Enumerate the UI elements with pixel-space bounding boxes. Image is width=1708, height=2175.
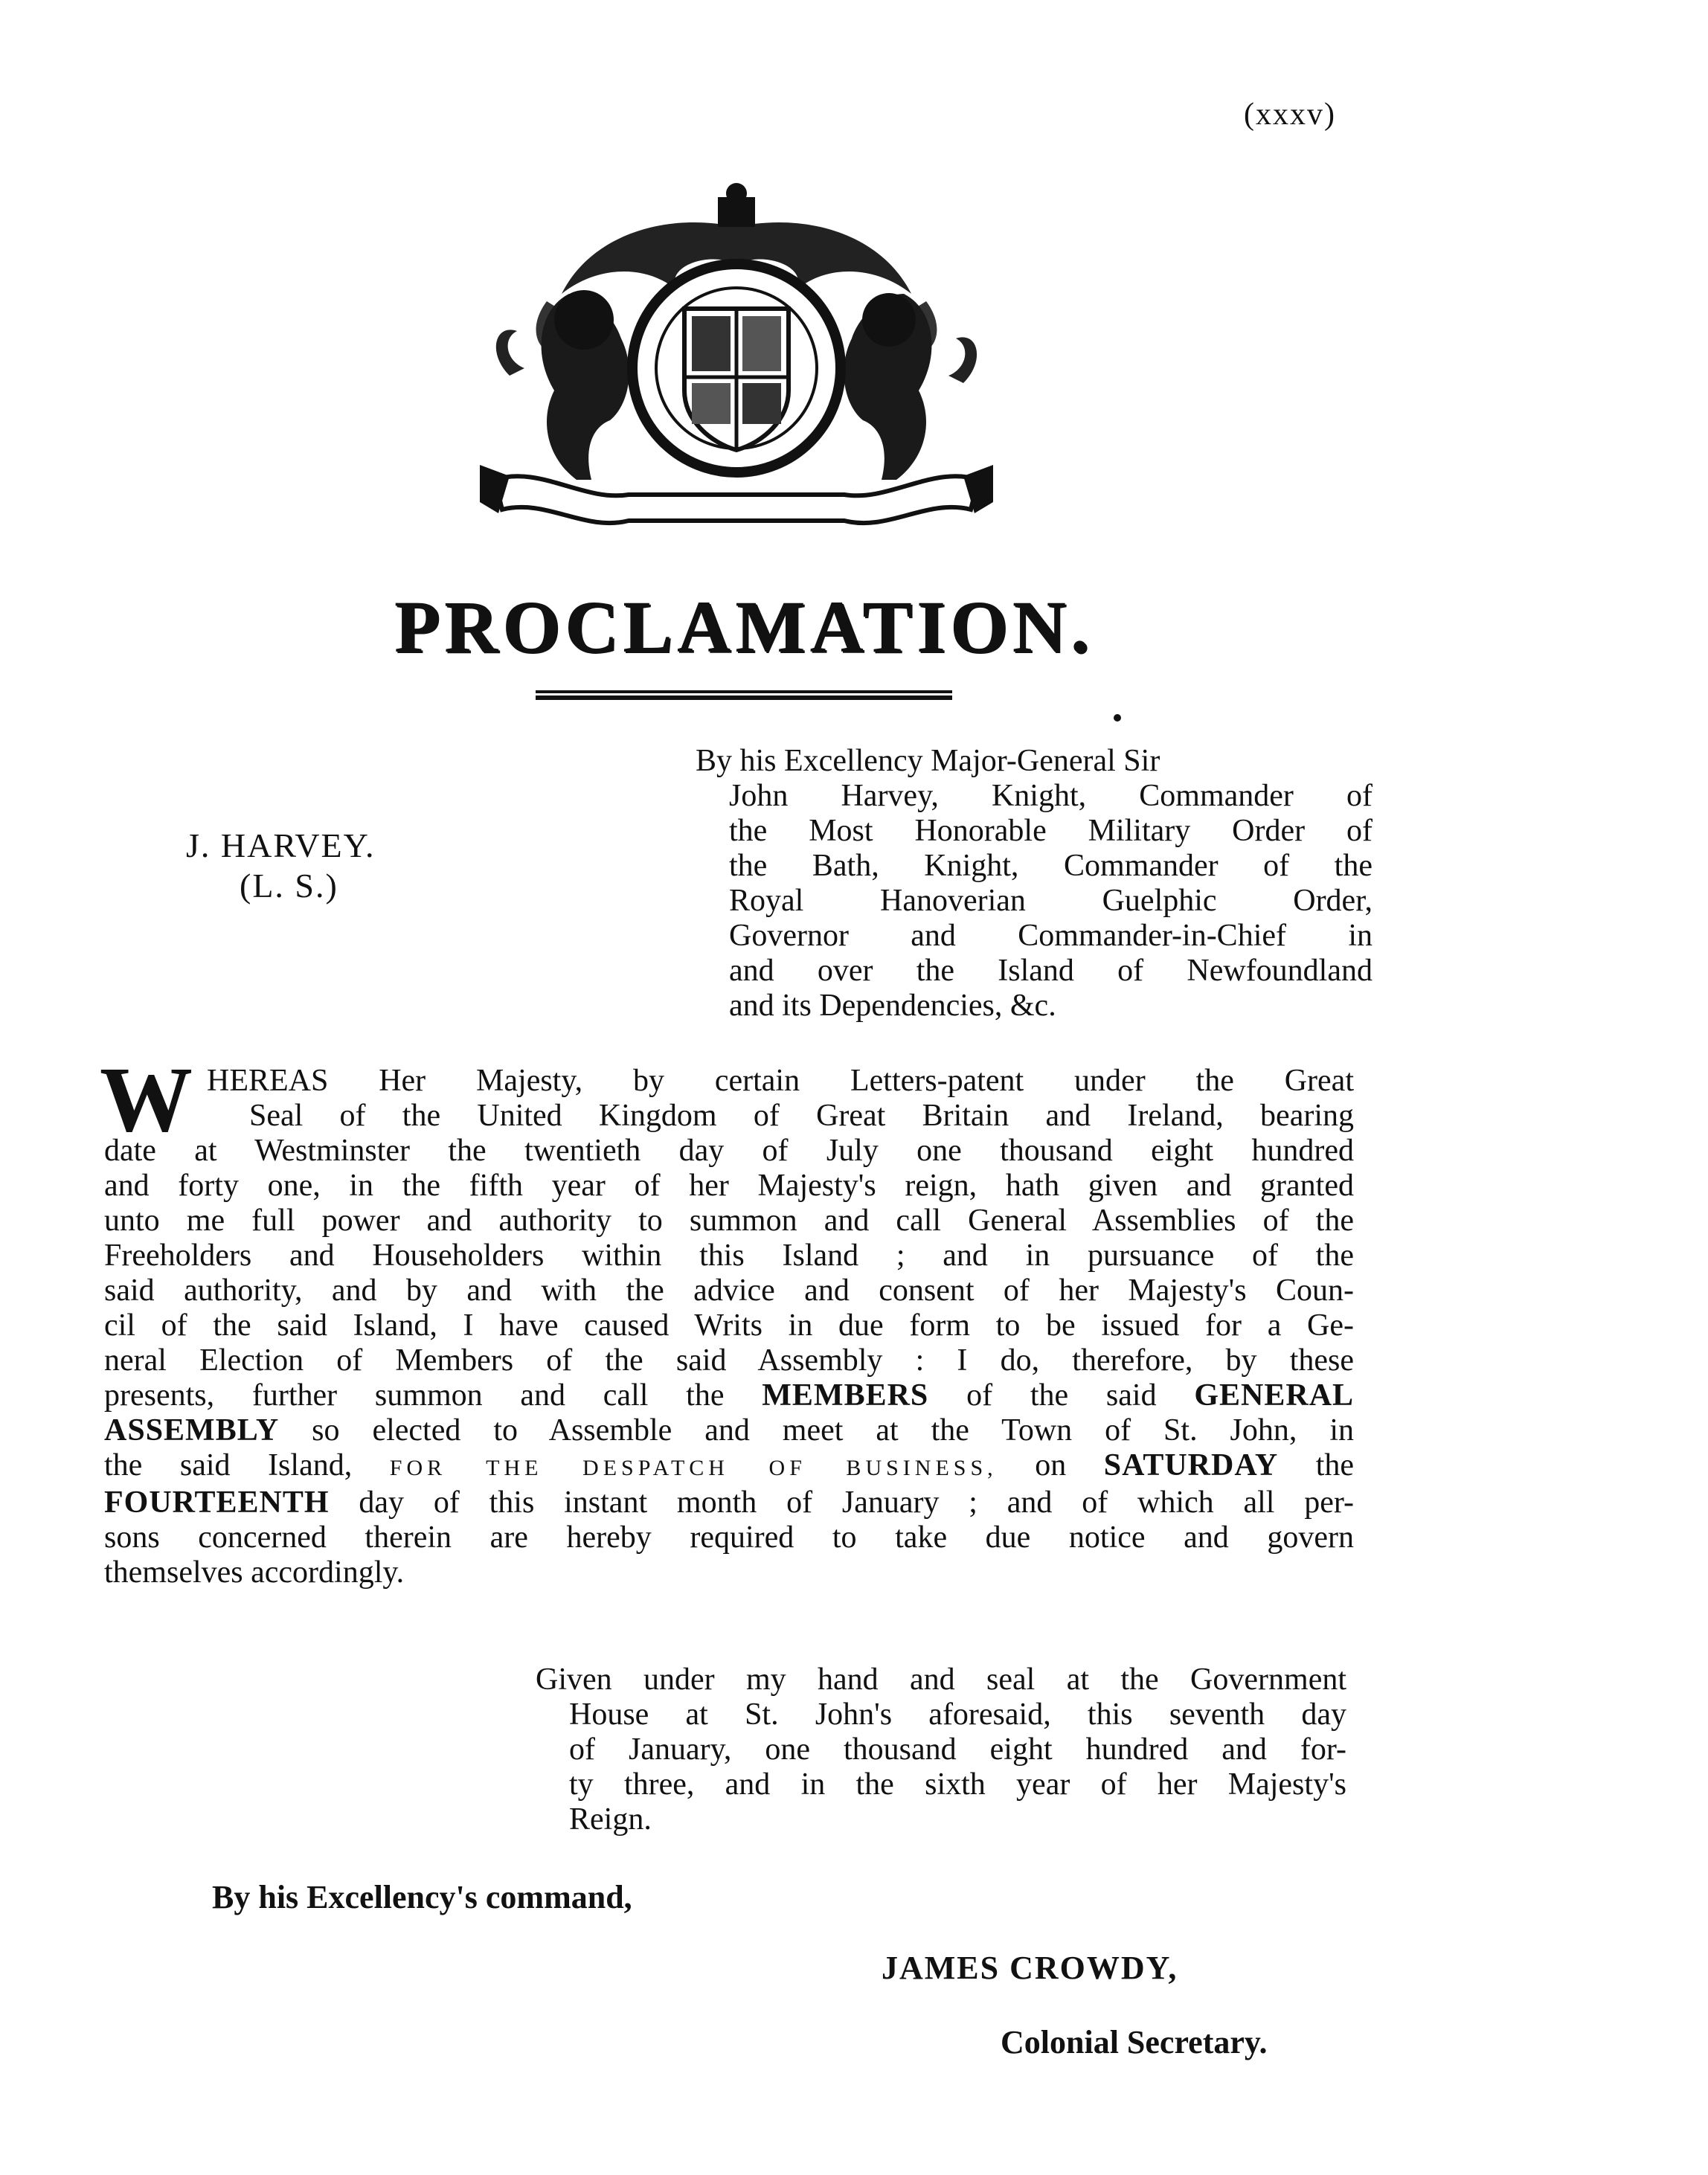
text-run: of the said <box>966 1378 1157 1413</box>
signatory <box>186 826 375 906</box>
body-line: Freeholders and Householders within this Island ; and in pursuance of the <box>104 1239 1354 1273</box>
body-line: unto me full power and authority to summon and call General Assemblies of the <box>104 1204 1354 1238</box>
body-line <box>104 1485 1354 1520</box>
body-line: and forty one, in the fifth year of her Majesty's reign, hath given and granted <box>104 1169 1354 1203</box>
emphasis-saturday: SATURDAY <box>1103 1448 1279 1482</box>
seal-mark: (L. S.) <box>240 867 338 905</box>
proclamation-title: PROCLAMATION. <box>394 585 1094 668</box>
proclamation-body <box>100 1049 1355 1590</box>
style-line: Royal Hanoverian Guelphic Order, <box>729 884 1372 918</box>
title-rule <box>536 690 952 701</box>
secretary-title: Colonial Secretary. <box>1001 2024 1268 2060</box>
given-under-hand-block <box>536 1662 1346 1837</box>
governor-style-block <box>696 744 1372 1024</box>
style-line: and its Dependencies, &c. <box>729 989 1056 1023</box>
text-run: on <box>1035 1448 1067 1482</box>
royal-coat-of-arms-icon <box>480 182 993 543</box>
text-run: presents, further summon and call the <box>104 1378 725 1413</box>
body-line <box>104 1378 1354 1413</box>
body-line: neral Election of Members of the said Assembly : I do, therefore, by these <box>104 1343 1354 1378</box>
emphasis-general: GENERAL <box>1194 1378 1355 1413</box>
body-line: cil of the said Island, I have caused Writs in due form to be issued for a Ge- <box>104 1308 1354 1343</box>
text-run: so elected to Assemble and meet at the Town of St. John, in <box>312 1413 1354 1448</box>
text-run: the said Island, <box>104 1448 353 1482</box>
body-line <box>104 1448 1354 1485</box>
style-line: and over the Island of Newfoundland <box>729 954 1372 988</box>
body-line: said authority, and by and with the advice and consent of her Majesty's Coun- <box>104 1273 1354 1308</box>
text-run: the <box>1315 1448 1355 1482</box>
style-line: the Most Honorable Military Order of <box>729 814 1372 848</box>
body-line: date at Westminster the twentieth day of July one thousand eight hundred <box>104 1134 1354 1168</box>
signatory-name: J. HARVEY. <box>186 826 376 864</box>
given-line: Reign. <box>569 1802 652 1837</box>
style-line: John Harvey, Knight, Commander of <box>729 779 1372 813</box>
command-line: By his Excellency's command, <box>212 1879 632 1915</box>
style-line: the Bath, Knight, Commander of the <box>729 849 1372 883</box>
body-line <box>104 1413 1354 1448</box>
given-line: of January, one thousand eight hundred and for- <box>569 1732 1346 1767</box>
text-run: day of this instant month of January ; and of which all per- <box>359 1485 1355 1520</box>
given-line: Given under my hand and seal at the Government <box>536 1662 1346 1697</box>
drop-cap: W <box>100 1049 193 1151</box>
small-caps-run: FOR THE DESPATCH OF BUSINESS, <box>389 1456 998 1480</box>
emphasis-fourteenth: FOURTEENTH <box>104 1485 330 1520</box>
body-line: HEREAS Her Majesty, by certain Letters-patent under the Great <box>207 1064 1354 1098</box>
emphasis-assembly: ASSEMBLY <box>104 1413 280 1448</box>
body-line: Seal of the United Kingdom of Great Britain and Ireland, bearing <box>249 1099 1354 1133</box>
body-line: themselves accordingly. <box>104 1555 405 1590</box>
style-line: By his Excellency Major-General Sir <box>696 744 1160 778</box>
page-number: (xxxv) <box>1244 97 1336 132</box>
body-line: sons concerned therein are hereby required to take due notice and govern <box>104 1520 1354 1555</box>
style-line: Governor and Commander-in-Chief in <box>729 919 1372 953</box>
given-line: ty three, and in the sixth year of her Majesty's <box>569 1767 1346 1802</box>
secretary-name: JAMES CROWDY, <box>882 1950 1178 1986</box>
given-line: House at St. John's aforesaid, this seventh day <box>569 1697 1346 1732</box>
ink-dot <box>1114 714 1121 722</box>
emphasis-members: MEMBERS <box>762 1378 929 1413</box>
